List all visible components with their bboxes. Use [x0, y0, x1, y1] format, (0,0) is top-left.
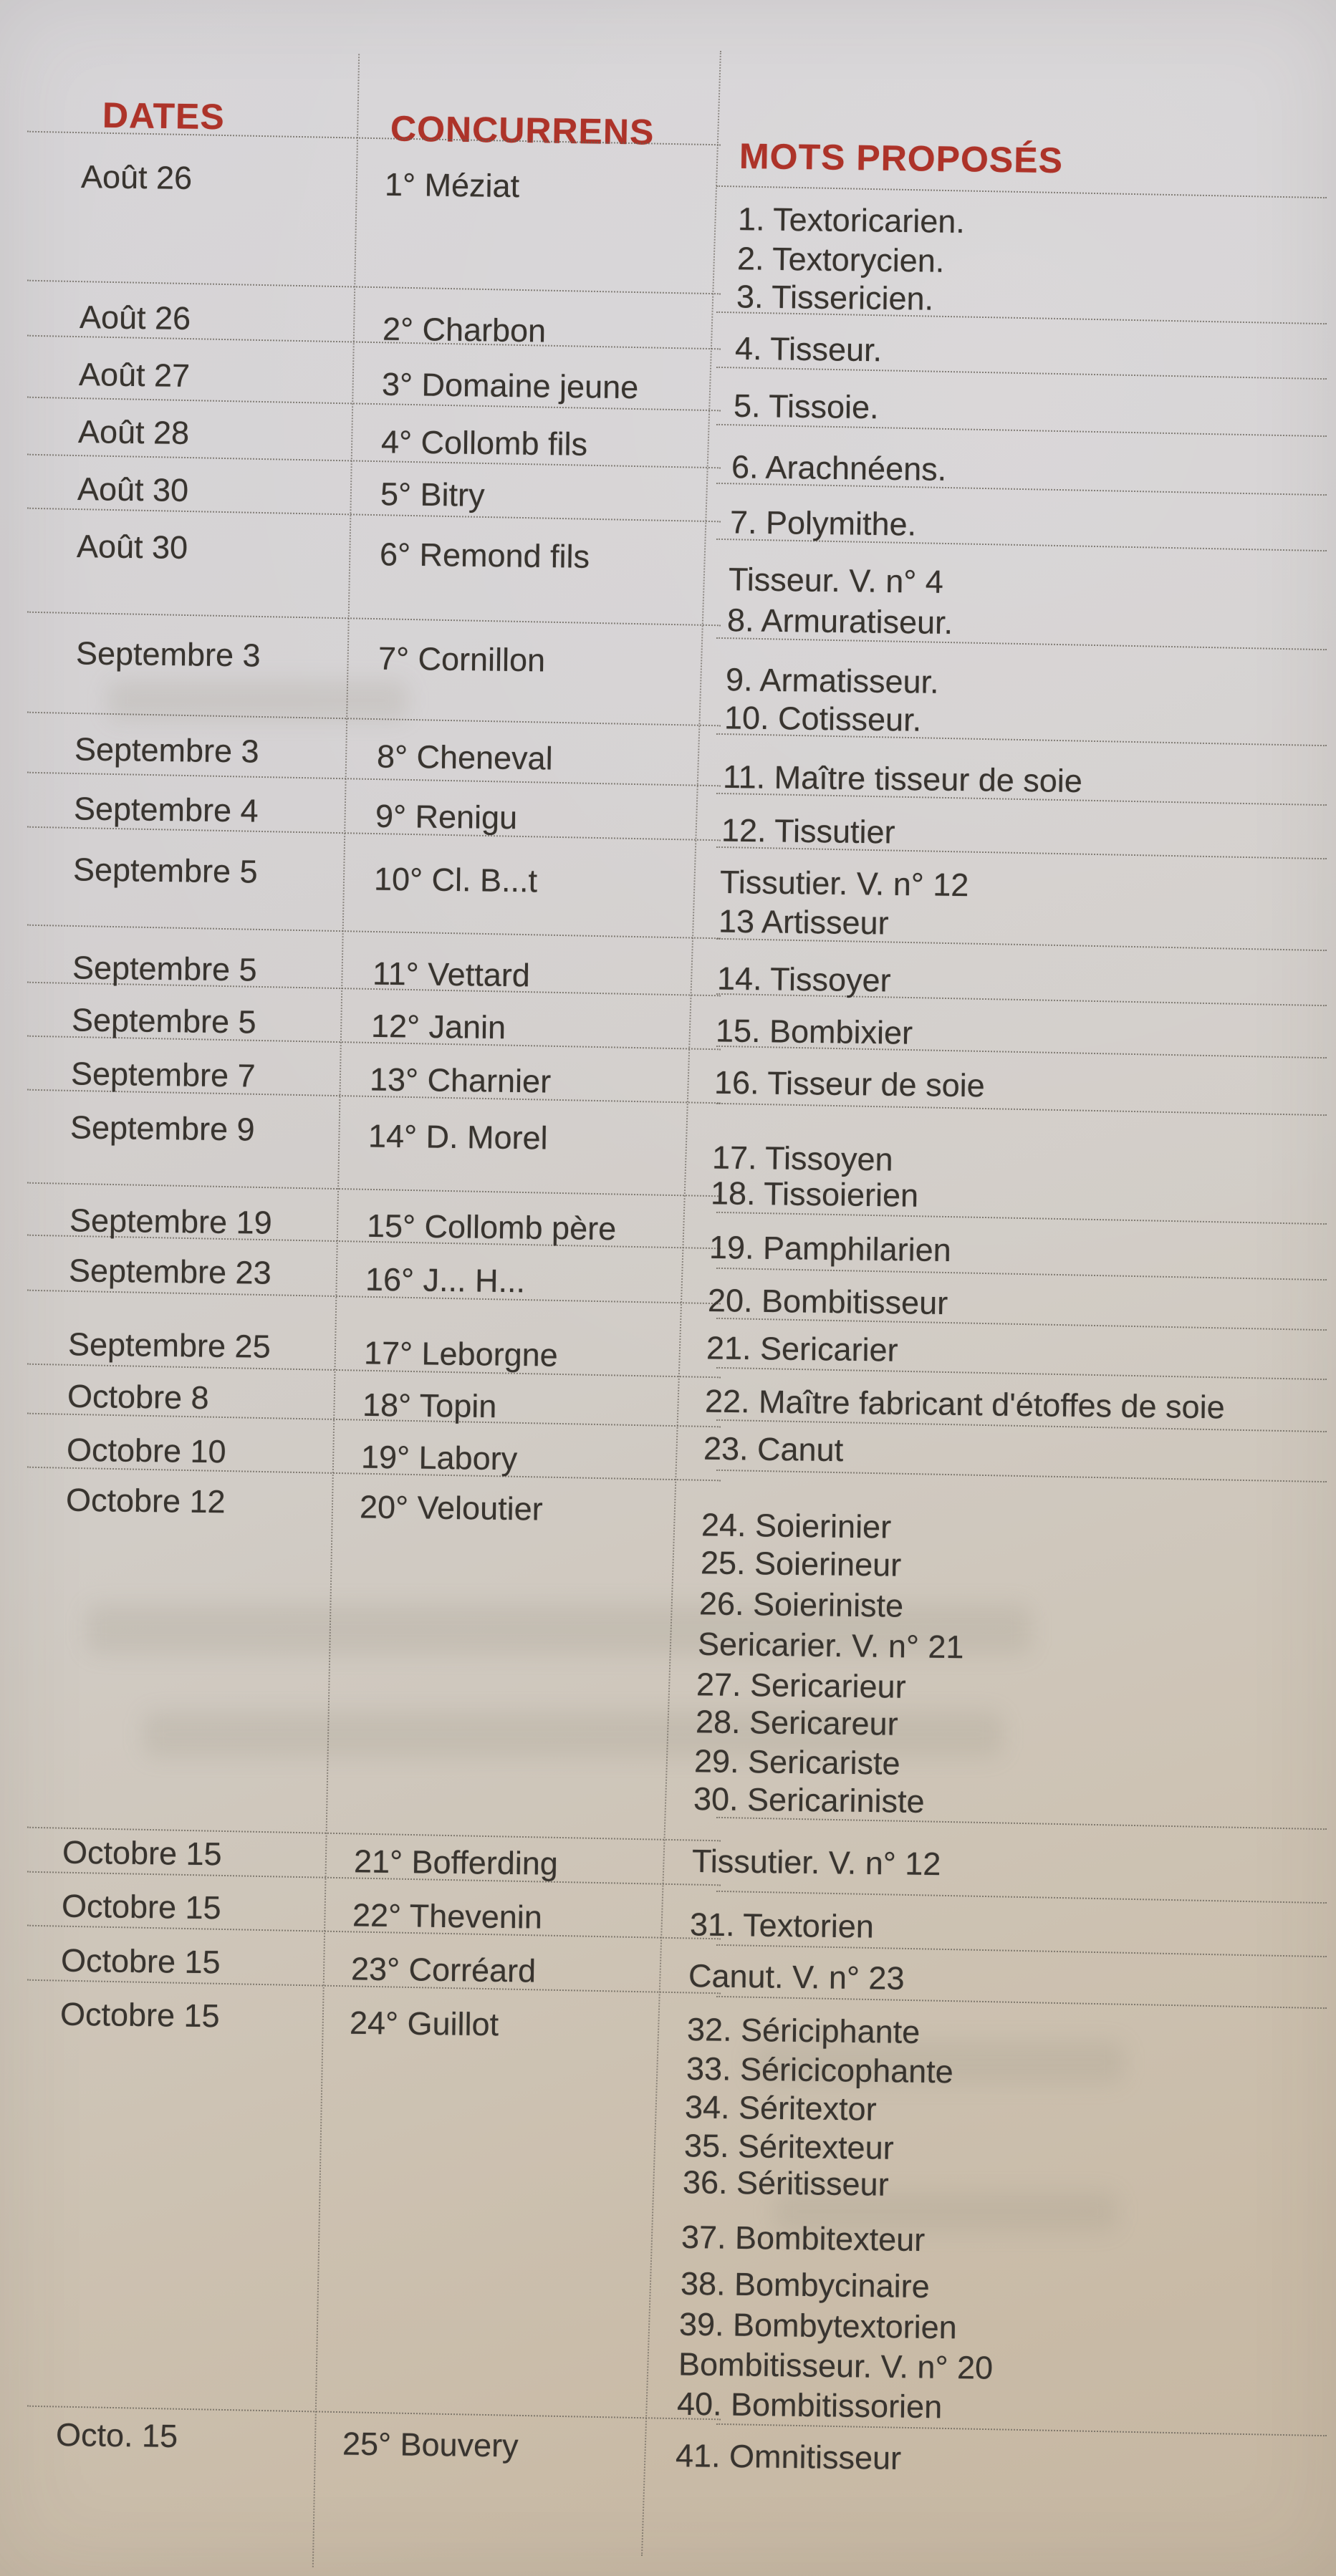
word-item: Bombitisseur. V. n° 20 — [678, 2345, 994, 2386]
concurrent-cell: 24° Guillot — [349, 2004, 499, 2043]
word-item: 19. Pamphilarien — [708, 1228, 952, 1269]
concurrent-cell: 20° Veloutier — [359, 1488, 543, 1528]
concurrent-cell: 5° Bitry — [380, 476, 485, 513]
header-underline — [716, 185, 1327, 198]
word-item: 16. Tisseur de soie — [713, 1063, 986, 1104]
concurrent-cell: 13° Charnier — [369, 1061, 552, 1100]
word-item: 15. Bombixier — [715, 1012, 913, 1051]
word-item: 18. Tissoierien — [710, 1174, 919, 1214]
word-item: 21. Sericarier — [706, 1329, 898, 1369]
concurrent-cell: 9° Renigu — [375, 797, 518, 836]
word-item: Tissutier. V. n° 12 — [719, 863, 969, 904]
concurrent-cell: 8° Cheneval — [376, 738, 553, 777]
word-separator — [716, 1470, 1327, 1482]
concurrent-cell: 15° Collomb père — [366, 1207, 617, 1248]
date-cell: Octobre 8 — [67, 1377, 209, 1417]
word-item: 39. Bombytextorien — [678, 2305, 958, 2346]
word-separator — [716, 1367, 1327, 1380]
word-separator — [716, 1996, 1327, 2009]
concurrent-cell: 22° Thevenin — [352, 1896, 543, 1936]
word-item: 13 Artisseur — [718, 902, 889, 942]
word-item: 23. Canut — [703, 1429, 844, 1469]
word-separator — [716, 367, 1327, 380]
column-header-mots: MOTS PROPOSÉS — [739, 135, 1064, 181]
concurrent-cell: 10° Cl. B...t — [373, 860, 538, 899]
concurrent-cell: 6° Remond fils — [379, 536, 590, 575]
word-item: 5. Tissoie. — [733, 387, 879, 426]
column-header-dates: DATES — [102, 95, 226, 138]
word-item: 2. Textorycien. — [736, 240, 945, 279]
word-item: 27. Sericarieur — [696, 1666, 906, 1705]
word-separator — [716, 2423, 1327, 2436]
date-cell: Octobre 15 — [62, 1833, 222, 1873]
row-separator — [27, 1182, 721, 1197]
word-item: 40. Bombitissorien — [676, 2385, 943, 2426]
word-item: 22. Maître fabricant d'étoffes de soie — [704, 1382, 1225, 1426]
concurrent-cell: 25° Bouvery — [342, 2425, 519, 2464]
date-cell: Octobre 10 — [66, 1431, 226, 1470]
word-item: 20. Bombitisseur — [707, 1281, 948, 1322]
date-cell: Août 26 — [79, 299, 191, 337]
date-cell: Septembre 5 — [72, 949, 257, 988]
row-separator — [27, 612, 721, 627]
word-item: 12. Tissutier — [721, 811, 895, 851]
date-cell: Septembre 25 — [67, 1326, 271, 1365]
concurrent-cell: 3° Domaine jeune — [381, 365, 639, 406]
word-separator — [716, 1944, 1327, 1957]
word-item: 29. Sericariste — [693, 1742, 900, 1782]
row-separator — [27, 280, 721, 295]
word-item: 6. Arachnéens. — [731, 448, 947, 488]
date-cell: Septembre 23 — [68, 1252, 271, 1291]
concurrent-cell: 12° Janin — [370, 1007, 506, 1046]
word-separator — [716, 637, 1327, 650]
word-separator — [716, 1817, 1327, 1830]
word-item: 31. Textorien — [689, 1906, 875, 1945]
word-item: 30. Sericariniste — [693, 1780, 925, 1820]
word-item: 25. Soierineur — [700, 1544, 902, 1583]
word-separator — [716, 1103, 1327, 1116]
date-cell: Septembre 19 — [69, 1202, 272, 1241]
word-item: Sericarier. V. n° 21 — [697, 1625, 964, 1666]
date-cell: Août 30 — [76, 528, 188, 566]
word-item: 10. Cotisseur. — [724, 699, 922, 738]
concurrent-cell: 18° Topin — [362, 1386, 497, 1425]
word-item: 34. Séritextor — [684, 2088, 877, 2128]
word-item: 9. Armatisseur. — [725, 661, 939, 700]
column-separator-dates-concurrens — [312, 54, 360, 2567]
date-cell: Octobre 12 — [65, 1481, 226, 1520]
word-item: 36. Séritisseur — [682, 2163, 889, 2203]
date-cell: Octo. 15 — [55, 2416, 178, 2455]
date-cell: Août 30 — [77, 471, 189, 508]
concurrent-cell: 7° Cornillon — [378, 640, 546, 679]
word-item: 35. Séritexteur — [683, 2127, 894, 2166]
date-cell: Septembre 3 — [75, 635, 261, 674]
date-cell: Septembre 5 — [71, 1001, 256, 1041]
word-item: 24. Soierinier — [701, 1506, 892, 1545]
word-item: 32. Sériciphante — [686, 2011, 921, 2050]
word-item: Tissutier. V. n° 12 — [691, 1842, 941, 1883]
concurrent-cell: 19° Labory — [360, 1438, 518, 1477]
word-item: 8. Armuratiseur. — [726, 602, 953, 641]
word-item: 7. Polymithe. — [729, 503, 917, 543]
concurrent-cell: 14° D. Morel — [367, 1117, 548, 1157]
word-item: 3. Tissericien. — [736, 278, 934, 317]
word-separator — [716, 1268, 1327, 1280]
concurrent-cell: 16° J... H... — [365, 1260, 526, 1300]
date-cell: Septembre 9 — [69, 1109, 255, 1148]
word-item: 41. Omnitisseur — [675, 2437, 902, 2476]
word-item: 17. Tissoyen — [711, 1139, 893, 1178]
concurrent-cell: 21° Bofferding — [353, 1843, 559, 1882]
concurrent-cell: 17° Leborgne — [363, 1334, 559, 1374]
date-cell: Août 27 — [78, 356, 191, 394]
row-separator — [27, 454, 721, 469]
word-item: Tisseur. V. n° 4 — [728, 561, 944, 600]
concurrent-cell: 23° Corréard — [350, 1950, 537, 1989]
word-item: Canut. V. n° 23 — [688, 1957, 905, 1997]
word-separator — [716, 1212, 1327, 1225]
word-item: 37. Bombitexteur — [681, 2218, 926, 2259]
word-item: 33. Séricicophante — [686, 2050, 954, 2090]
word-separator — [716, 424, 1327, 437]
word-item: 14. Tissoyer — [716, 960, 891, 999]
date-cell: Octobre 15 — [61, 1887, 221, 1926]
date-cell: Août 26 — [80, 158, 193, 196]
word-item: 38. Bombycinaire — [680, 2264, 930, 2305]
word-separator — [716, 1891, 1327, 1904]
row-separator — [27, 826, 721, 841]
date-cell: Octobre 15 — [60, 1941, 221, 1981]
row-separator — [27, 925, 721, 940]
concurrent-cell: 2° Charbon — [382, 310, 547, 349]
date-cell: Septembre 5 — [72, 851, 258, 890]
date-cell: Août 28 — [77, 413, 190, 451]
concurrent-cell: 1° Méziat — [384, 165, 520, 205]
date-cell: Octobre 15 — [59, 1995, 220, 2035]
concurrent-cell: 4° Collomb fils — [380, 423, 588, 463]
row-separator — [27, 772, 721, 787]
date-cell: Septembre 4 — [73, 790, 259, 829]
row-separator — [27, 508, 721, 523]
word-item: 4. Tisseur. — [734, 329, 883, 369]
word-item: 26. Soieriniste — [698, 1585, 904, 1624]
word-item: 11. Maître tisseur de soie — [722, 758, 1083, 800]
word-item: 28. Sericareur — [695, 1703, 898, 1742]
row-separator — [27, 335, 721, 350]
word-item: 1. Textoricarien. — [737, 201, 966, 240]
column-header-concurrens: CONCURRENS — [390, 108, 655, 153]
date-cell: Septembre 3 — [74, 730, 259, 770]
concurrent-cell: 11° Vettard — [372, 955, 531, 994]
date-cell: Septembre 7 — [70, 1055, 256, 1094]
